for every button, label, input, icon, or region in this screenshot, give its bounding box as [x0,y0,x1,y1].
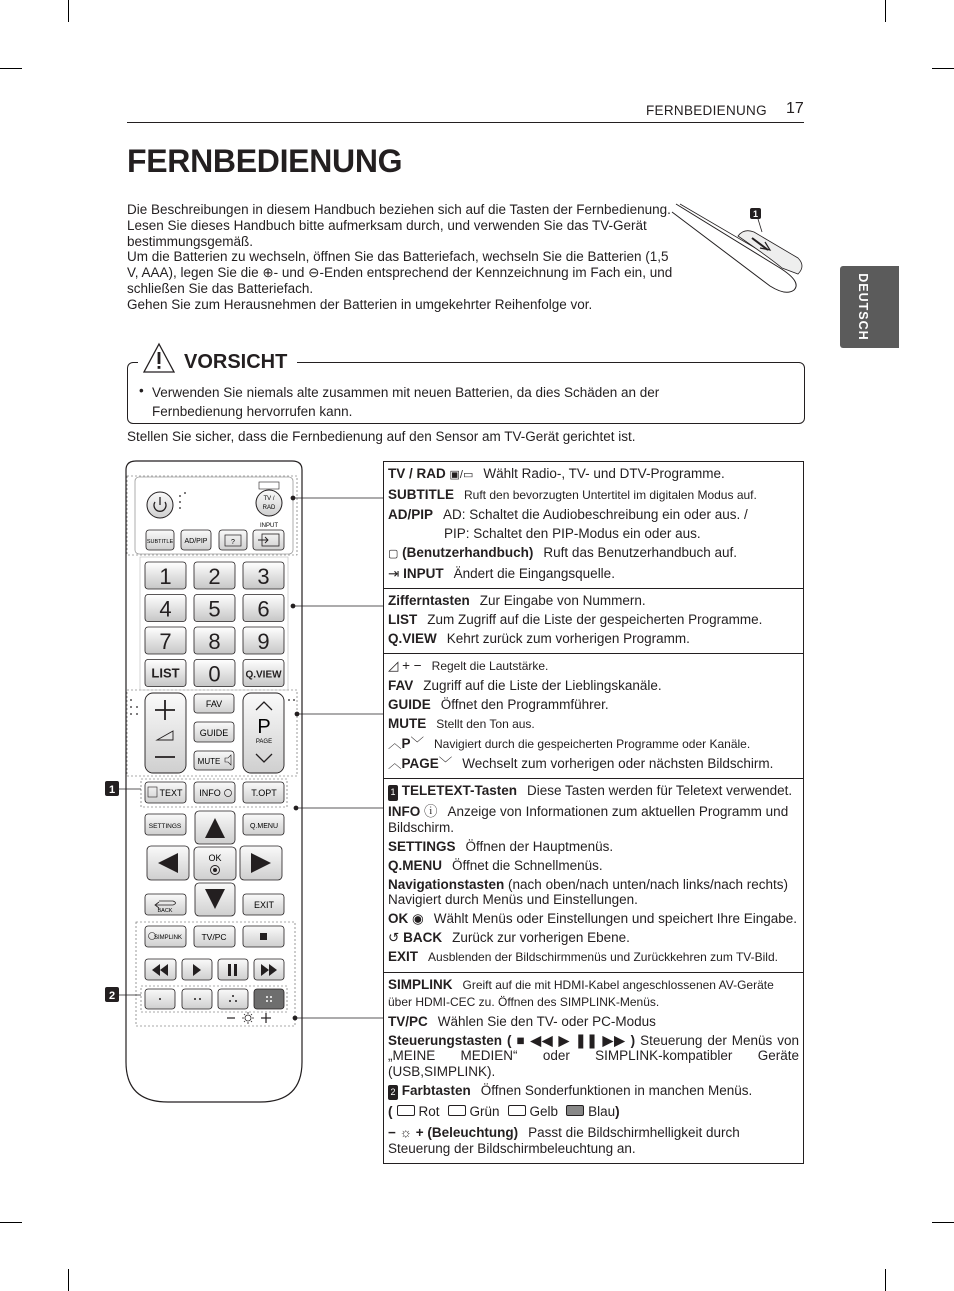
running-header: FERNBEDIENUNG [646,103,767,118]
input-icon: ⇥ [388,566,400,581]
p-desc: Navigiert durch die gespeicherten Programme oder Kanäle. [434,737,751,751]
simplink-label: SIMPLINK [388,977,453,992]
qview-label: Q.VIEW [388,631,437,646]
table-section: SIMPLINK Greift auf die mit HDMI-Kabel angeschlossenen AV-Geräte über HDMI-CEC zu. Öffnen des SIMPLINK-Menüs. TV/PC Wählen Sie den TV- oder PC-Modus Steuerungstasten ( ■ ◀◀ ▶ ❚❚ ▶▶ ) Steuerung der Menüs von „MEINE MEDIEN“ oder SIMPLINK-kompatibler Geräte (USB,SIMPLINK). 2 Farbtasten Öffnen Sonderfunktionen in manchen Menüs. ( Rot Grün Gelb Blau) − ☼ + (Beleuchtung) Passt die Bildschirmhelligkeit durch Steuerung der Bildschirmbeleuchtung an. [388,977,799,1156]
tvrad-label: TV / RAD [388,466,446,481]
qmenu-label: Q.MENU [388,857,442,873]
tvrad-button-label: TV / [263,496,275,502]
page-number: 17 [786,100,804,117]
ok-button[interactable] [194,847,236,880]
ok-button-label: OK [208,853,222,863]
playback-icons: ( ■ ◀◀ ▶ ❚❚ ▶▶ ) [506,1032,636,1048]
button-description-table [383,461,804,1164]
table-section [384,589,803,654]
exit-button-label: EXIT [253,900,275,910]
pause-button[interactable] [218,959,248,980]
back-icon: ↺ [388,930,400,945]
input-label: INPUT [403,566,444,581]
adpip-desc-2: PIP: Schaltet den PIP-Modus ein oder aus. [444,526,701,541]
callout-number: 1 [108,784,116,796]
key-d2-label: 2 [208,564,221,589]
subtitle-label: SUBTITLE [388,487,454,502]
tvrad-desc: Wählt Radio-, TV- und DTV-Programme. [483,466,725,481]
list-label: LIST [388,612,418,627]
subtitle-desc: Ruft den bevorzugten Untertitel im digitalen Modus auf. [464,488,757,502]
ok-desc: Wählt Menüs oder Einstellungen und speichert Ihre Eingabe. [433,911,798,926]
adpip-button-label: AD/PIP [184,538,208,545]
fav-button-label: FAV [205,699,223,709]
language-tab-label: DEUTSCH [856,273,870,341]
page-desc: Wechselt zum vorherigen oder nächsten Bildschirm. [462,756,774,771]
red-key-icon [397,1105,415,1116]
simplink-button-label: SIMPLINK [153,935,183,941]
intro-paragraph: Gehen Sie zum Herausnehmen der Batterien in umgekehrter Reihenfolge vor. [127,296,593,312]
exit-label: EXIT [388,949,419,964]
blue-key-icon [566,1105,584,1116]
control-keys-label: Steuerungstasten [388,1032,503,1048]
navigation-desc: (nach oben/nach unten/nach links/nach rechts) Navigiert durch Menüs und Einstellungen. [388,876,788,907]
key-d9-label: 9 [257,629,270,654]
fav-label: FAV [388,678,414,693]
tvpc-button-label: TV/PC [201,932,227,942]
red-label: Rot [418,1103,440,1119]
yellow-key-icon [508,1105,526,1116]
back-button-label: BACK [157,908,173,914]
backlight-icon: − ☼ + [388,1125,424,1140]
channel-p-label: P [257,716,271,738]
subtitle-button-label: SUBTITLE [146,539,174,545]
navigation-label: Navigationstasten [388,876,505,892]
guide-desc: Öffnet den Programmführer. [440,697,609,712]
info-label: INFO [388,804,421,819]
callout-badge: 2 [388,1085,398,1101]
table-section [384,462,803,589]
input-button-label: INPUT [260,523,278,529]
blue-button[interactable] [254,989,284,1009]
page-label: PAGE [401,756,439,771]
teletext-label: TELETEXT-Tasten [401,783,518,798]
control-keys-desc: Steuerung der Menüs von „MEINE MEDIEN“ oder SIMPLINK-kompatibler Geräte (USB,SIMPLINK). [388,1032,799,1079]
tvpc-desc: Wählen Sie den TV- oder PC-Modus [437,1013,656,1029]
chevron-up-icon: ︿ [388,736,402,751]
settings-label: SETTINGS [388,838,456,854]
tvpc-label: TV/PC [388,1013,428,1029]
qmenu-desc: Öffnet die Schnellmenüs. [452,857,603,873]
key-d0-label: 0 [208,661,221,687]
tvrad-button[interactable] [256,490,282,516]
intro-paragraph: Lesen Sie dieses Handbuch bitte aufmerksam durch, und verwenden Sie das TV-Gerät bestimmungsgemäß. [127,217,647,249]
ok-icon: ◉ [412,911,424,926]
caution-title: VORSICHT [184,350,288,373]
manual-icon: ▢ [388,548,399,560]
callout-number: 1 [752,209,759,219]
key-d7-label: 7 [159,629,172,654]
rewind-button[interactable] [145,959,176,980]
back-desc: Zurück zur vorherigen Ebene. [452,930,630,945]
adpip-label: AD/PIP [388,507,434,522]
sensor-note: Stellen Sie sicher, dass die Fernbedienung auf den Sensor am TV-Gerät gerichtet ist. [127,429,636,444]
mute-desc: Stellt den Ton aus. [436,717,535,731]
input-desc: Ändert die Eingangsquelle. [453,566,615,581]
guide-button-label: GUIDE [199,728,229,738]
callout-badge: 1 [388,785,398,801]
list-desc: Zum Zugriff auf die Liste der gespeicherten Programme. [427,612,763,627]
blue-label: Blau [588,1103,616,1119]
key-d3-label: 3 [257,564,270,589]
mute-button-label: MUTE [197,757,221,766]
key-d6-label: 6 [257,596,270,622]
key-qview-label: Q.VIEW [245,669,282,681]
radio-tv-icon: ▣/▭ [449,469,474,481]
svg-text:RAD: RAD [262,505,276,511]
text-button-label: TEXT [159,788,183,798]
manual-label: (Benutzerhandbuch) [402,545,534,560]
mute-label: MUTE [388,716,427,731]
info-icon: ⓘ [424,804,438,819]
qview-desc: Kehrt zurück zum vorherigen Programm. [446,631,690,646]
key-list-label: LIST [151,665,180,681]
qmenu-button-label: Q.MENU [250,823,278,830]
bullet-icon: • [139,383,144,398]
teletext-desc: Diese Tasten werden für Teletext verwendet. [527,783,793,798]
key-d5-label: 5 [208,596,221,622]
yellow-label: Gelb [529,1103,559,1119]
settings-button-label: SETTINGS [148,823,182,830]
adpip-desc: AD: Schaltet die Audiobeschreibung ein oder aus. / [443,507,748,522]
chevron-down-icon: ﹀ [438,756,453,771]
settings-desc: Öffnen der Hauptmenüs. [465,838,614,854]
guide-label: GUIDE [388,697,431,712]
chevron-up-icon: ︿ [388,756,402,771]
volume-icon: ◿ + − [388,658,422,673]
info-button-label: INFO [199,788,221,798]
table-section [384,654,803,779]
key-d4-label: 4 [159,596,172,622]
key-d1-label: 1 [159,564,172,589]
page-title: FERNBEDIENUNG [127,143,403,179]
table-section [384,779,803,973]
chevron-down-icon: ﹀ [410,736,425,751]
green-button[interactable] [182,989,212,1009]
green-key-icon [448,1105,466,1116]
key-d8-label: 8 [208,629,221,654]
volume-desc: Regelt die Lautstärke. [431,659,549,673]
manual-desc: Ruft das Benutzerhandbuch auf. [543,545,738,560]
page-label: PAGE [255,739,273,745]
info-desc: Anzeige von Informationen zum aktuellen Programm und Bildschirm. [388,804,789,835]
exit-desc: Ausblenden der Bildschirmmenüs und Zurückkehren zum TV-Bild. [428,950,778,964]
number-keys-desc: Zur Eingabe von Nummern. [479,593,646,608]
p-label: P [401,736,411,751]
intro-paragraph: Die Beschreibungen in diesem Handbuch beziehen sich auf die Tasten der Fernbedienung. [127,202,671,217]
svg-text:?: ? [231,539,235,546]
backlight-label: (Beleuchtung) [427,1125,519,1140]
yellow-button[interactable] [218,989,248,1009]
caution-text: Verwenden Sie niemals alte zusammen mit neuen Batterien, da dies Schäden an der Fernbedienung hervorrufen kann. [152,385,660,419]
backlight-desc: Passt die Bildschirmhelligkeit durch Steuerung der Bildschirmbeleuchtung an. [388,1125,740,1156]
back-label: BACK [403,930,443,945]
number-keys-label: Zifferntasten [388,593,470,608]
simplink-desc: Greift auf die mit HDMI-Kabel angeschlossenen AV-Geräte über HDMI-CEC zu. Öffnen des SIMPLINK-Menüs. [388,978,774,1009]
color-keys-desc: Öffnen Sonderfunktionen in manchen Menüs. [480,1082,753,1098]
green-label: Grün [469,1103,500,1119]
intro-paragraph: Um die Batterien zu wechseln, öffnen Sie das Batteriefach, wechseln Sie die Batterien (1,5 V, AAA), legen Sie die ⊕- und ⊖-Enden entsprechend der Kennzeichnung im Fach ein, und schließen Sie das Batteriefach. [127,249,673,296]
topt-button-label: T.OPT [251,788,277,798]
ok-label: OK [388,911,409,926]
fav-desc: Zugriff auf die Liste der Lieblingskanäle. [423,678,662,693]
callout-number: 2 [108,990,116,1002]
color-keys-label: Farbtasten [401,1082,471,1098]
